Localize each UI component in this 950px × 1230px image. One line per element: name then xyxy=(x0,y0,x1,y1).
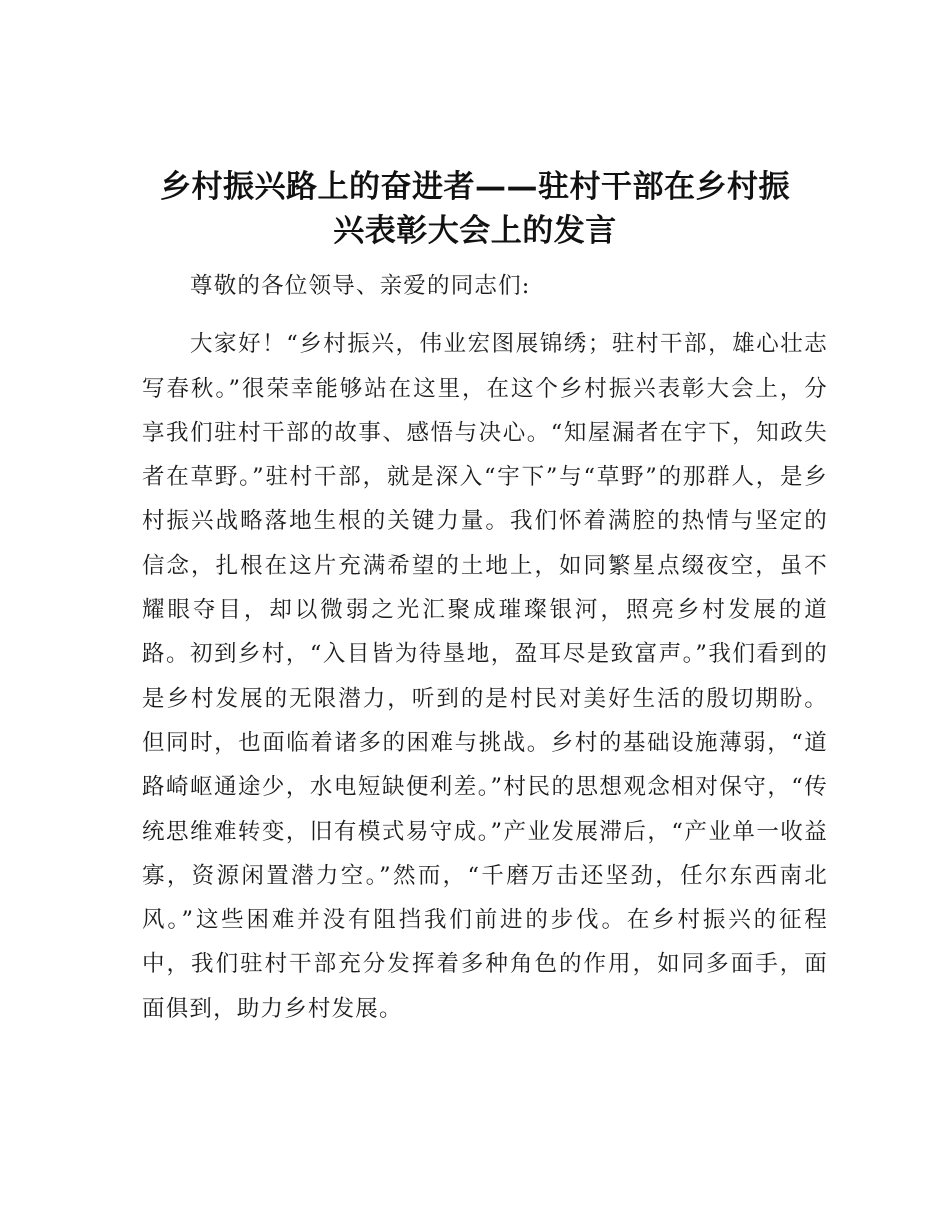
title-line-1: 乡村振兴路上的奋进者——驻村干部在乡村振 xyxy=(160,169,790,205)
body-paragraph-1: 大家好！“乡村振兴，伟业宏图展锦绣；驻村干部，雄心壮志写春秋。”很荣幸能够站在这里，在这个乡村振兴表彰大会上，分享我们驻村干部的故事、感悟与决心。“知屋漏者在宇下，知政失者在草野。”驻村干部，就是深入“宇下”与“草野”的那群人，是乡村振兴战略落地生根的关键力量。我们怀着满腔的热情与坚定的信念，扎根在这片充满希望的土地上，如同繁星点缀夜空，虽不耀眼夺目，却以微弱之光汇聚成璀璨银河，照亮乡村发展的道路。初到乡村，“入目皆为待垦地，盈耳尽是致富声。”我们看到的是乡村发展的无限潜力，听到的是村民对美好生活的殷切期盼。但同时，也面临着诸多的困难与挑战。乡村的基础设施薄弱，“道路崎岖通途少，水电短缺便利差。”村民的思想观念相对保守，“传统思维难转变，旧有模式易守成。”产业发展滞后，“产业单一收益寡，资源闲置潜力空。”然而，“千磨万击还坚劲，任尔东西南北风。”这些困难并没有阻挡我们前进的步伐。在乡村振兴的征程中，我们驻村干部充分发挥着多种角色的作用，如同多面手，面面俱到，助力乡村发展。 xyxy=(142,331,828,1022)
greeting-paragraph: 尊敬的各位领导、亲爱的同志们: xyxy=(190,273,531,299)
document-body xyxy=(142,264,828,1031)
document-title xyxy=(120,165,830,253)
title-line-2: 兴表彰大会上的发言 xyxy=(333,213,617,249)
